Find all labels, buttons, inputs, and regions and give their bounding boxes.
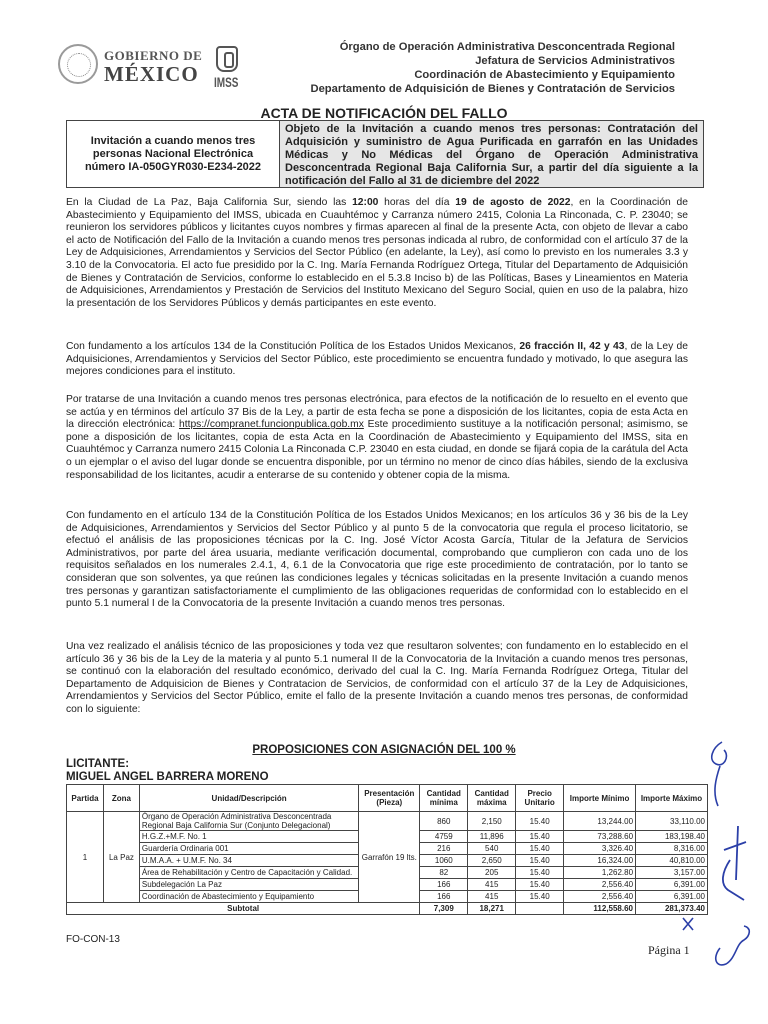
max-qty-cell: 2,150 — [468, 812, 516, 831]
text: Por tratarse de una Invitación a cuando menos tres personas electrónica, para efectos de la notificación de lo resuelto en el evento que se actúa y en términos del artículo 37 Bis de la Ley, a partir de esta fecha se pone a disposición de los licitantes, copia de esta Acta en la dirección electrónica: — [66, 394, 688, 431]
min-amount-cell: 73,288.60 — [564, 831, 636, 843]
col-header: Partida — [67, 785, 104, 812]
text: , en la Coordinación de Abastecimiento y Equipamiento del IMSS, ubicada en Cuauhtémoc y Carranza número 2415, Colonia La Rinconada, C. P. 23040; se reunieron los servidores públicos y licitantes cuyos nombres y firmas aparecen al final de la presente Acta, con objeto de llevar a cabo el acto de Notificación del Fallo de la Invitación a cuando menos tres personas indicada al rubro, de conformidad con el artículo 37 de la Ley de Adquisiciones, Arrendamientos y Servicios del Sector Público (en adelante, la Ley), así como lo previsto en los numerales 3.3 y 3.10 de la Convocatoria. El acto fue presidido por la C. Ing. María Fernanda Rodríguez Ortega, Titular del Departamento de Adquisición de Bienes y Contratación de Servicios, conforme lo establecido en el 5.3.8 Inciso b) de las Políticas, Bases y Lineamientos en Materia de Adquisiciones, Arrendamientos y Prestación de Servicios del Instituto Mexicano del Seguro Social, quien en uso de la palabra, hizo la presentación de los Servidores Públicos y demás participantes en este evento. — [66, 197, 688, 309]
text: horas del día — [378, 197, 456, 208]
min-qty-cell: 4759 — [420, 831, 468, 843]
min-amount-cell: 13,244.00 — [564, 812, 636, 831]
min-amount-cell: 3,326.40 — [564, 843, 636, 855]
unit-price-cell: 15.40 — [516, 812, 564, 831]
max-amount-cell: 6,391.00 — [636, 891, 708, 903]
max-amount-cell: 8,316.00 — [636, 843, 708, 855]
max-qty-cell: 205 — [468, 867, 516, 879]
max-qty-cell: 2,650 — [468, 855, 516, 867]
col-header: Cantidad mínima — [420, 785, 468, 812]
min-amount-cell: 1,262.80 — [564, 867, 636, 879]
gob-logo-line1: GOBIERNO DE — [104, 48, 203, 63]
col-header: Importe Máximo — [636, 785, 708, 812]
max-qty-cell: 415 — [468, 891, 516, 903]
subtotal-max-qty: 18,271 — [468, 903, 516, 915]
licitante-name: MIGUEL ANGEL BARRERA MORENO — [66, 771, 269, 783]
text: Con fundamento a los artículos 134 de la Constitución Política de los Estados Unidos Mexicanos, — [66, 341, 520, 352]
min-qty-cell: 1060 — [420, 855, 468, 867]
col-header: Presentación (Pieza) — [359, 785, 420, 812]
col-header: Cantidad máxima — [468, 785, 516, 812]
min-qty-cell: 166 — [420, 891, 468, 903]
min-qty-cell: 166 — [420, 879, 468, 891]
subtotal-label: Subtotal — [67, 903, 420, 915]
imss-logo-text: IMSS — [214, 76, 239, 92]
min-qty-cell: 82 — [420, 867, 468, 879]
compranet-link[interactable]: https://compranet.funcionpublica.gob.mx — [179, 419, 364, 431]
meeting-date: 19 de agosto de 2022 — [455, 197, 571, 208]
description-cell: U.M.A.A. + U.M.F. No. 34 — [139, 855, 358, 867]
min-amount-cell: 2,556.40 — [564, 879, 636, 891]
min-amount-cell: 2,556.40 — [564, 891, 636, 903]
description-cell: Coordinación de Abastecimiento y Equipamiento — [139, 891, 358, 903]
subtotal-min-qty: 7,309 — [420, 903, 468, 915]
header-line: Coordinación de Abastecimiento y Equipamiento — [414, 69, 675, 81]
subtotal-min-amount: 112,558.60 — [564, 903, 636, 915]
signature-bottom — [716, 926, 750, 965]
document-title: ACTA DE NOTIFICACIÓN DEL FALLO — [260, 105, 508, 121]
max-qty-cell: 540 — [468, 843, 516, 855]
unit-price-cell: 15.40 — [516, 831, 564, 843]
unit-price-cell: 15.40 — [516, 867, 564, 879]
header-line: Jefatura de Servicios Administrativos — [475, 55, 675, 67]
unit-price-cell: 15.40 — [516, 879, 564, 891]
header-line: Órgano de Operación Administrativa Desconcentrada Regional — [339, 41, 675, 53]
subtotal-max-amount: 281,373.40 — [636, 903, 708, 915]
max-amount-cell: 3,157.00 — [636, 867, 708, 879]
presentation-cell: Garrafón 19 lts. — [359, 812, 420, 903]
col-header: Precio Unitario — [516, 785, 564, 812]
zona-cell: La Paz — [103, 812, 139, 903]
signature-middle — [723, 826, 746, 900]
max-amount-cell: 33,110.00 — [636, 812, 708, 831]
max-qty-cell: 11,896 — [468, 831, 516, 843]
paragraph-economic-result: Una vez realizado el análisis técnico de las proposiciones y toda vez que resultaron solventes; con fundamento en lo establecido en el artículo 36 y 36 bis de la Ley de la materia y al punto 5.1 numeral II de la Convocatoria de la Invitación a cuando menos tres personas, se continuó con la elaboración del resultado económico, derivado del cual la C. Ing. María Fernanda Rodríguez Ortega, Titular del Departamento de Adquisicion de Bienes y Contratacion de Servicios, de conformidad con el artículo 37 de la Ley de Adquisiciones, Arrendamientos y Servicios del Sector Público, emite el fallo de la presente Invitación a cuando menos tres personas, de conformidad con lo siguiente: — [66, 641, 688, 715]
col-header: Importe Mínimo — [564, 785, 636, 812]
meeting-time: 12:00 — [352, 197, 379, 208]
max-amount-cell: 6,391.00 — [636, 879, 708, 891]
min-qty-cell: 216 — [420, 843, 468, 855]
min-amount-cell: 16,324.00 — [564, 855, 636, 867]
text: , de la Ley de Adquisiciones, Arrendamientos y Servicios del Sector Público, este procedimiento se encuentra fundado y motivado, lo que asegura las mejores condiciones para el instituto. — [66, 341, 688, 378]
cross-mark — [683, 918, 693, 930]
description-cell: Área de Rehabilitación y Centro de Capacitación y Calidad. — [139, 867, 358, 879]
col-header: Unidad/Descripción — [139, 785, 358, 812]
invitation-number: Invitación a cuando menos tres personas Nacional Electrónica número IA-050GYR030-E234-2022 — [67, 121, 280, 187]
header-line: Departamento de Adquisición de Bienes y Contratación de Servicios — [310, 83, 675, 95]
description-cell: Subdelegación La Paz — [139, 879, 358, 891]
unit-price-cell: 15.40 — [516, 891, 564, 903]
description-cell: Órgano de Operación Administrativa Desconcentrada Regional Baja California Sur (Conjunto Delegacional) — [139, 812, 358, 831]
text: Este procedimiento sustituye a la notificación personal; asimismo, se pone a disposición de los licitantes, copia de esta Acta en la Coordinación de Abastecimiento y Equipamiento del IMSS, sita en Cuauhtémoc y Carranza numero 2415 Colonia La Rinconada C.P. 23040 en esta ciudad, en donde se fijará copia de la carátula del Acta o un ejemplar o el aviso del lugar donde se encuentra disponible, por un término no menor de cinco días hábiles, siendo de la exclusiva responsabilidad de los licitantes, acudir a enterarse de su contenido y obtener copia de la misma. — [66, 419, 688, 481]
unit-price-cell: 15.40 — [516, 843, 564, 855]
form-code: FO-CON-13 — [66, 934, 120, 945]
licitante-label: LICITANTE: — [66, 758, 130, 770]
text: En la Ciudad de La Paz, Baja California Sur, siendo las — [66, 197, 353, 208]
max-qty-cell: 415 — [468, 879, 516, 891]
initial-signature-top — [712, 742, 727, 806]
proposals-table-title: PROPOSICIONES CON ASIGNACIÓN DEL 100 % — [252, 744, 516, 756]
description-cell: Guardería Ordinaria 001 — [139, 843, 358, 855]
max-amount-cell: 183,198.40 — [636, 831, 708, 843]
description-cell: H.G.Z.+M.F. No. 1 — [139, 831, 358, 843]
legal-articles: 26 fracción II, 42 y 43 — [519, 341, 625, 352]
min-qty-cell: 860 — [420, 812, 468, 831]
max-amount-cell: 40,810.00 — [636, 855, 708, 867]
gob-logo-line2: MÉXICO — [104, 62, 199, 86]
paragraph-technical-analysis: Con fundamento en el artículo 134 de la Constitución Política de los Estados Unidos Mexicanos; en los artículos 36 y 36 bis de la Ley de Adquisiciones, Arrendamientos y Servicios del Sector Público y al punto 5 de la convocatoria que regula el proceso licitatorio, se efectuó el análisis de las proposiciones técnicas por la C. Ing. José Víctor Acosta García, Titular de la Jefatura de Servicios Administrativos, por parte del área usuaria, mediante verificación documental, comprobando que cumplieron con cada uno de los requisitos señalados en los numerales 2.4.1, 4, 6.1 de la Convocatoria que rige este procedimiento de contratación, por lo tanto se consideran que son solventes, ya que reúnen las condiciones legales y técnicas solicitadas en la presente Invitación a cuando menos tres personas y garantizan satisfactoriamente el cumplimiento de las obligaciones requeridas de conformidad con lo establecido en el punto 5.1 numeral I de la Convocatoria de la presente Invitación a cuando menos tres personas. — [66, 510, 688, 610]
invitation-object: Objeto de la Invitación a cuando menos tres personas: Contratación del Adquisición y suministro de Agua Purificada en garrafón en las Unidades Médicas y No Médicas del Órgano de Operación Administrativa Desconcentrada Regional Baja California Sur, a partir del día siguiente a la notificación del Fallo al 31 de diciembre del 2022 — [280, 121, 703, 187]
col-header: Zona — [103, 785, 139, 812]
page-number: Página 1 — [648, 943, 690, 957]
unit-price-cell: 15.40 — [516, 855, 564, 867]
partida-cell: 1 — [67, 812, 104, 903]
